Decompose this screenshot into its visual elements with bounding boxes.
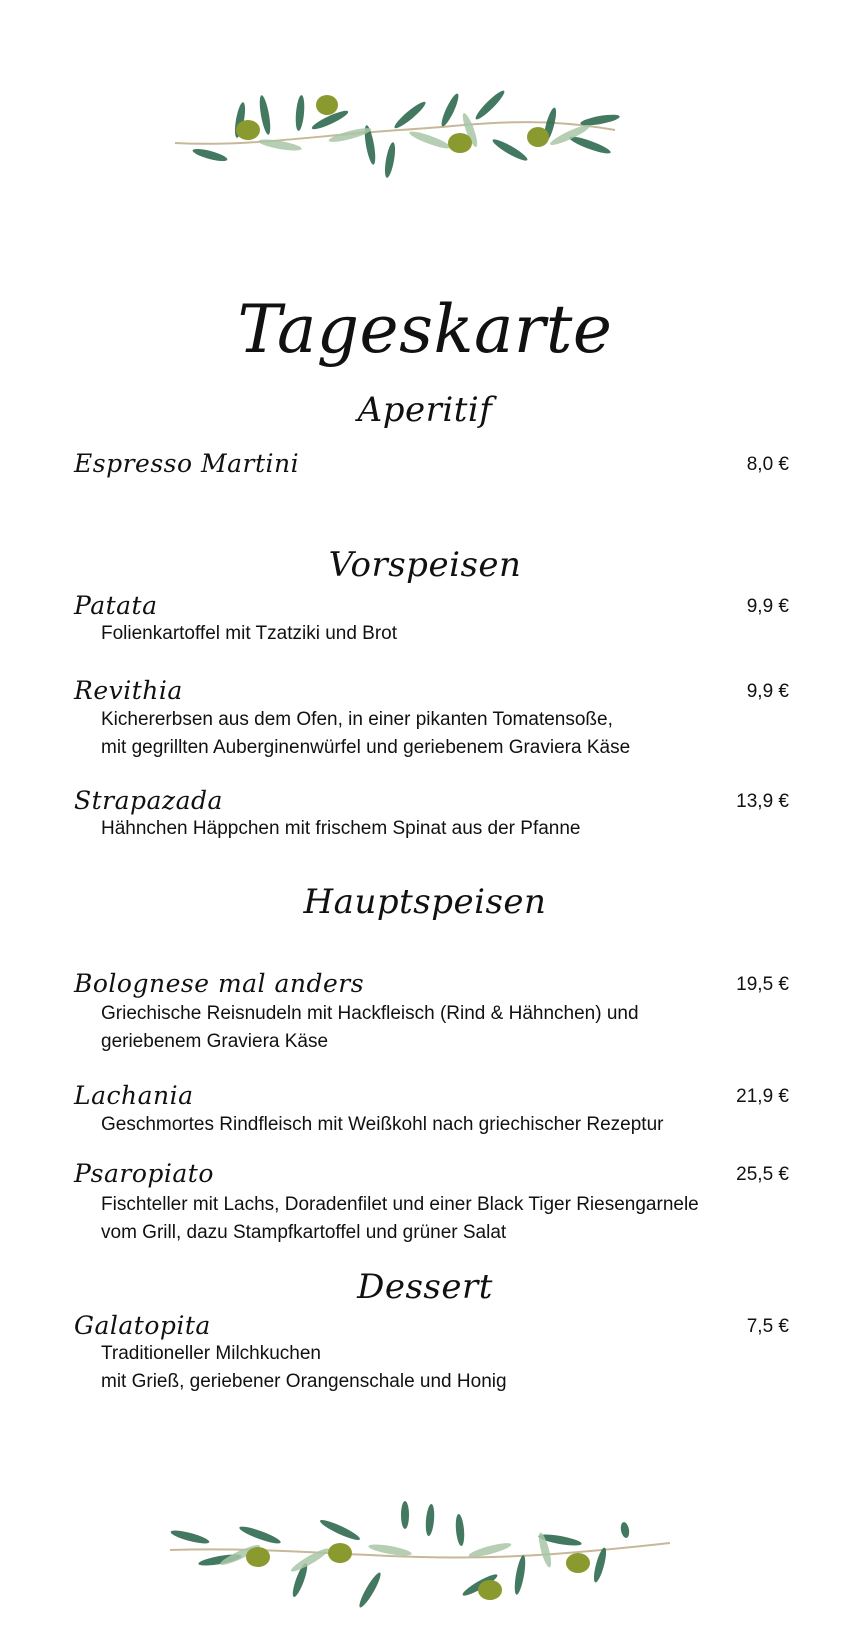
section-title-dessert: Dessert <box>357 1267 493 1307</box>
item-price: 25,5 € <box>736 1164 789 1185</box>
item-name: Strapazada <box>74 786 223 815</box>
item-description-line: mit gegrillten Auberginenwürfel und geriebenem Graviera Käse <box>101 737 631 758</box>
item-name: Galatopita <box>74 1311 211 1340</box>
item-name: Patata <box>74 591 158 620</box>
section-title-aperitif: Aperitif <box>357 390 493 430</box>
item-description <box>101 1111 663 1139</box>
item-description <box>101 1000 639 1056</box>
item-name: Espresso Martini <box>74 449 300 478</box>
item-description <box>101 1191 699 1247</box>
item-description-line: Kichererbsen aus dem Ofen, in einer pikanten Tomatensoße, <box>101 709 613 730</box>
item-price: 21,9 € <box>736 1086 789 1107</box>
item-price: 19,5 € <box>736 974 789 995</box>
item-name: Psaropiato <box>74 1159 214 1188</box>
item-price: 9,9 € <box>746 596 789 617</box>
item-description <box>101 815 581 843</box>
item-description-line: Fischteller mit Lachs, Doradenfilet und einer Black Tiger Riesengarnele <box>101 1194 699 1215</box>
item-price: 9,9 € <box>746 681 789 702</box>
item-description-line: Traditioneller Milchkuchen <box>101 1343 322 1364</box>
item-description <box>101 620 397 648</box>
item-name: Revithia <box>74 676 183 705</box>
item-price: 13,9 € <box>736 791 789 812</box>
item-description-line: mit Grieß, geriebener Orangenschale und Honig <box>101 1371 507 1392</box>
page-title: Tageskarte <box>237 291 613 368</box>
item-name: Bolognese mal anders <box>74 969 365 998</box>
item-description-line: Folienkartoffel mit Tzatziki und Brot <box>101 623 398 644</box>
section-title-vorspeisen: Vorspeisen <box>328 545 522 585</box>
section-title-hauptspeisen: Hauptspeisen <box>303 882 547 922</box>
item-name: Lachania <box>74 1081 194 1110</box>
olive-branch-bottom-icon <box>160 1495 680 1630</box>
item-price: 8,0 € <box>746 454 789 475</box>
item-description-line: Hähnchen Häppchen mit frischem Spinat aus der Pfanne <box>101 818 581 839</box>
item-description <box>101 1340 507 1396</box>
item-description-line: vom Grill, dazu Stampfkartoffel und grüner Salat <box>101 1222 507 1243</box>
item-description-line: Geschmortes Rindfleisch mit Weißkohl nach griechischer Rezeptur <box>101 1114 664 1135</box>
olive-branch-top-icon <box>170 75 620 200</box>
item-description-line: geriebenem Graviera Käse <box>101 1031 329 1052</box>
item-price: 7,5 € <box>746 1316 789 1337</box>
item-description-line: Griechische Reisnudeln mit Hackfleisch (Rind & Hähnchen) und <box>101 1003 639 1024</box>
item-description <box>101 706 630 762</box>
